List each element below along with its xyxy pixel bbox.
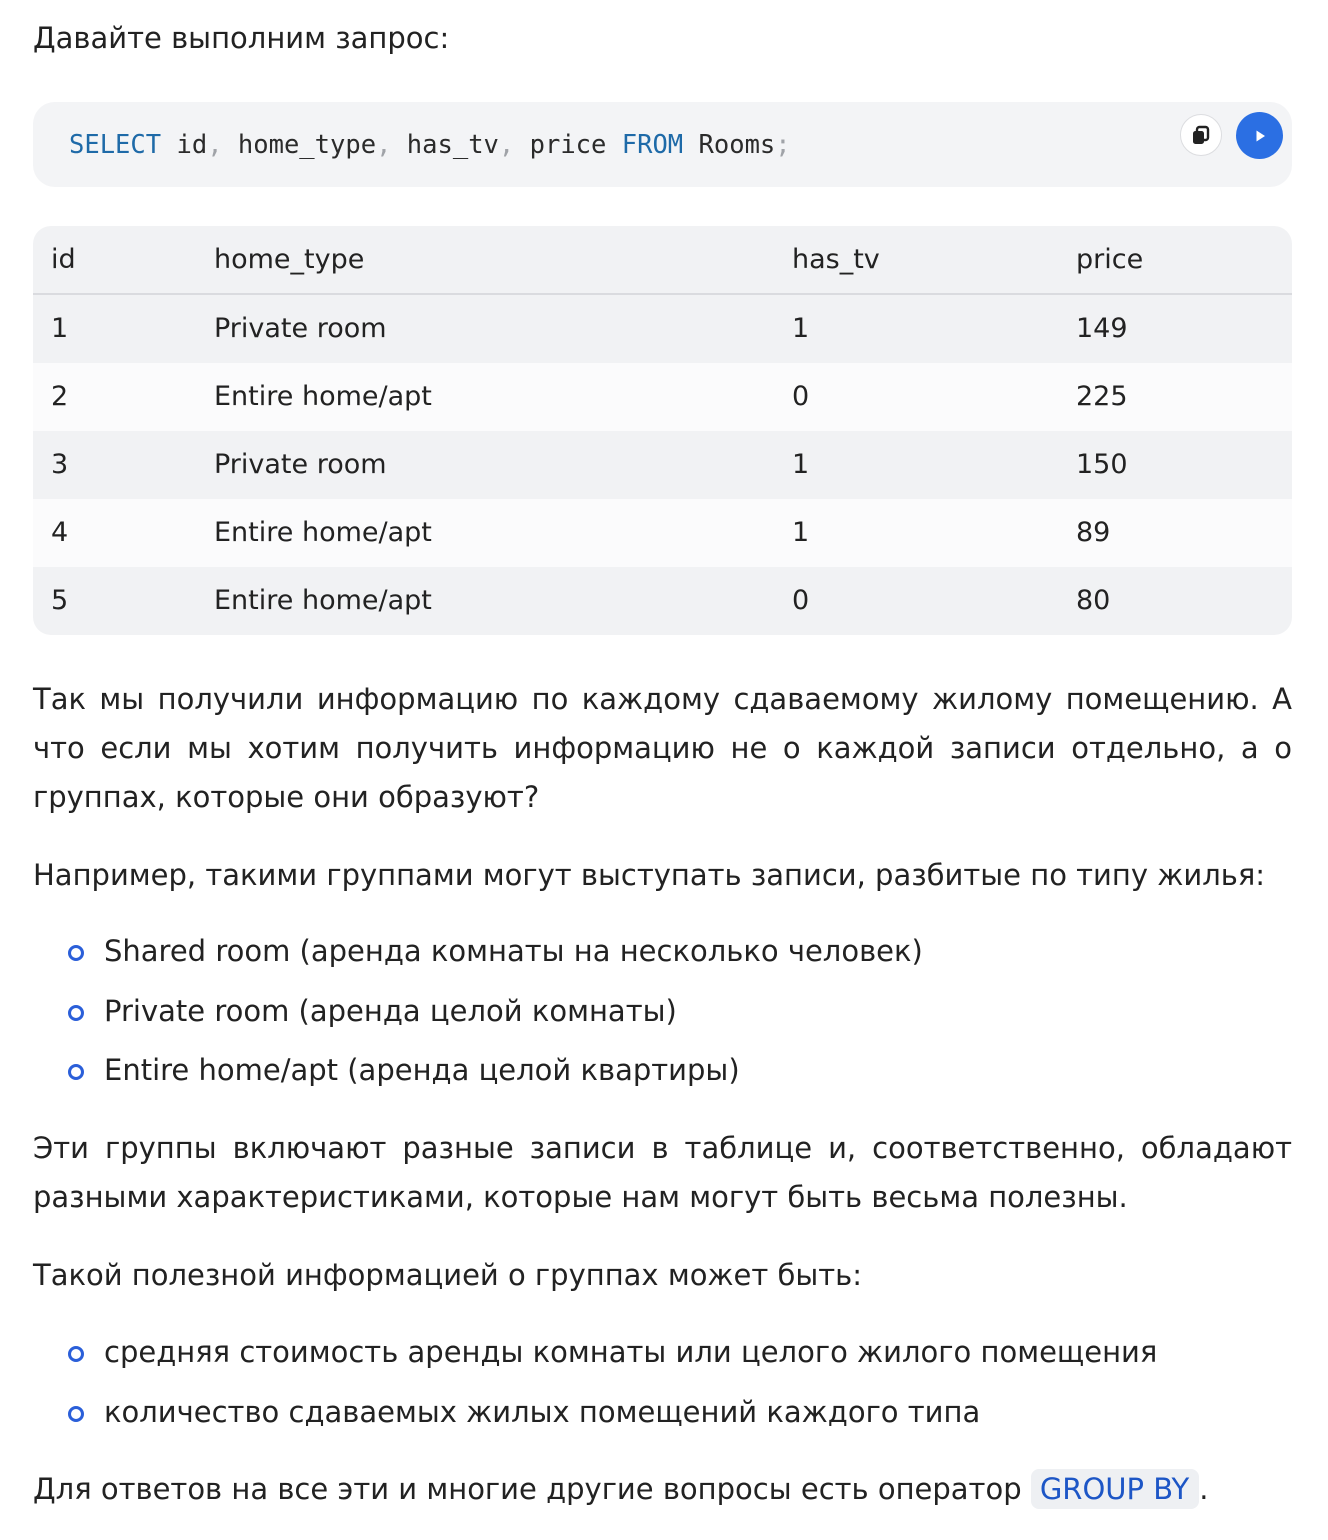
cell-id: 4: [51, 517, 69, 548]
cell-id: 2: [51, 381, 69, 412]
cell-price: 89: [1076, 517, 1111, 548]
code-token-punct: ;: [775, 130, 791, 160]
list-item-text: Private room (аренда целой комнаты): [104, 993, 677, 1028]
cell-has-tv: 1: [792, 517, 810, 548]
cell-price: 80: [1076, 585, 1111, 616]
table-row: [33, 567, 1292, 635]
list-item: [33, 1392, 1292, 1452]
code-token-punct: ,: [207, 130, 223, 160]
paragraph-records-info: Так мы получили информацию по каждому сдаваемому жилому помещению. А что если мы хотим получить информацию не о каждой записи отдельно, а о группах, которые они образуют?: [33, 682, 1292, 814]
column-header-home-type: home_type: [214, 244, 365, 275]
code-token-plain: Rooms: [683, 130, 776, 160]
code-token-plain: price: [514, 130, 622, 160]
column-header-has-tv: has_tv: [792, 244, 880, 275]
code-token-kw: SELECT: [69, 130, 162, 160]
table-row: [33, 499, 1292, 567]
paragraph-useful-info: Такой полезной информацией о группах может быть:: [33, 1258, 863, 1292]
group-by-code: GROUP BY: [1031, 1469, 1199, 1509]
cell-home-type: Private room: [214, 313, 387, 344]
cell-has-tv: 1: [792, 313, 810, 344]
cell-home-type: Entire home/apt: [214, 517, 432, 548]
bullet-icon: [68, 1346, 84, 1362]
code-token-plain: has_tv: [391, 130, 499, 160]
cell-price: 150: [1076, 449, 1128, 480]
paragraph-groups-example: Например, такими группами могут выступать записи, разбитые по типу жилья:: [33, 858, 1266, 892]
result-table: [33, 226, 1292, 635]
code-token-plain: id: [161, 130, 208, 160]
cell-has-tv: 1: [792, 449, 810, 480]
group-by-text: Для ответов на все эти и многие другие вопросы есть оператор: [33, 1472, 1022, 1506]
cell-price: 225: [1076, 381, 1128, 412]
table-row: [33, 431, 1292, 499]
bullet-icon: [68, 1064, 84, 1080]
cell-home-type: Entire home/apt: [214, 585, 432, 616]
code-token-kw: FROM: [621, 130, 684, 160]
sql-code[interactable]: [69, 126, 791, 164]
list-item-text: Shared room (аренда комнаты на несколько человек): [104, 934, 923, 968]
bullet-icon: [68, 1005, 84, 1021]
code-token-punct: ,: [498, 130, 515, 160]
play-icon: [1252, 128, 1268, 144]
copy-icon: [1190, 124, 1212, 146]
cell-home-type: Entire home/apt: [214, 381, 432, 412]
list-item-text: количество сдаваемых жилых помещений каждого типа: [104, 1394, 981, 1429]
cell-home-type: Private room: [214, 449, 387, 480]
cell-id: 1: [51, 313, 69, 344]
paragraph-group-characteristics: Эти группы включают разные записи в таблице и, соответственно, обладают разными характеристиками, которые нам могут быть весьма полезны.: [33, 1131, 1292, 1214]
list-item: [33, 931, 1292, 991]
column-header-price: price: [1076, 244, 1144, 275]
bullet-icon: [68, 945, 84, 961]
code-token-punct: ,: [376, 130, 392, 160]
column-header-id: id: [51, 244, 76, 275]
useful-info-list: [33, 1332, 1292, 1451]
copy-button[interactable]: [1180, 114, 1222, 156]
cell-has-tv: 0: [792, 381, 810, 412]
list-item: [33, 1050, 1292, 1110]
group-by-period: .: [1199, 1472, 1209, 1506]
run-button[interactable]: [1236, 112, 1283, 159]
list-item: [33, 1332, 1292, 1392]
table-header: [33, 226, 1292, 295]
cell-id: 3: [51, 449, 69, 480]
table-row: [33, 295, 1292, 363]
cell-price: 149: [1076, 313, 1128, 344]
list-item-text: средняя стоимость аренды комнаты или целого жилого помещения: [104, 1335, 1158, 1369]
code-block: [33, 102, 1292, 187]
list-item-text: Entire home/apt (аренда целой квартиры): [104, 1053, 740, 1087]
intro-text: Давайте выполним запрос:: [33, 21, 450, 55]
table-row: [33, 363, 1292, 431]
list-item: [33, 991, 1292, 1051]
cell-has-tv: 0: [792, 585, 810, 616]
home-type-list: [33, 931, 1292, 1110]
paragraph-group-by: [33, 1469, 1292, 1509]
bullet-icon: [68, 1406, 84, 1422]
code-token-plain: home_type: [222, 130, 377, 160]
cell-id: 5: [51, 585, 69, 616]
